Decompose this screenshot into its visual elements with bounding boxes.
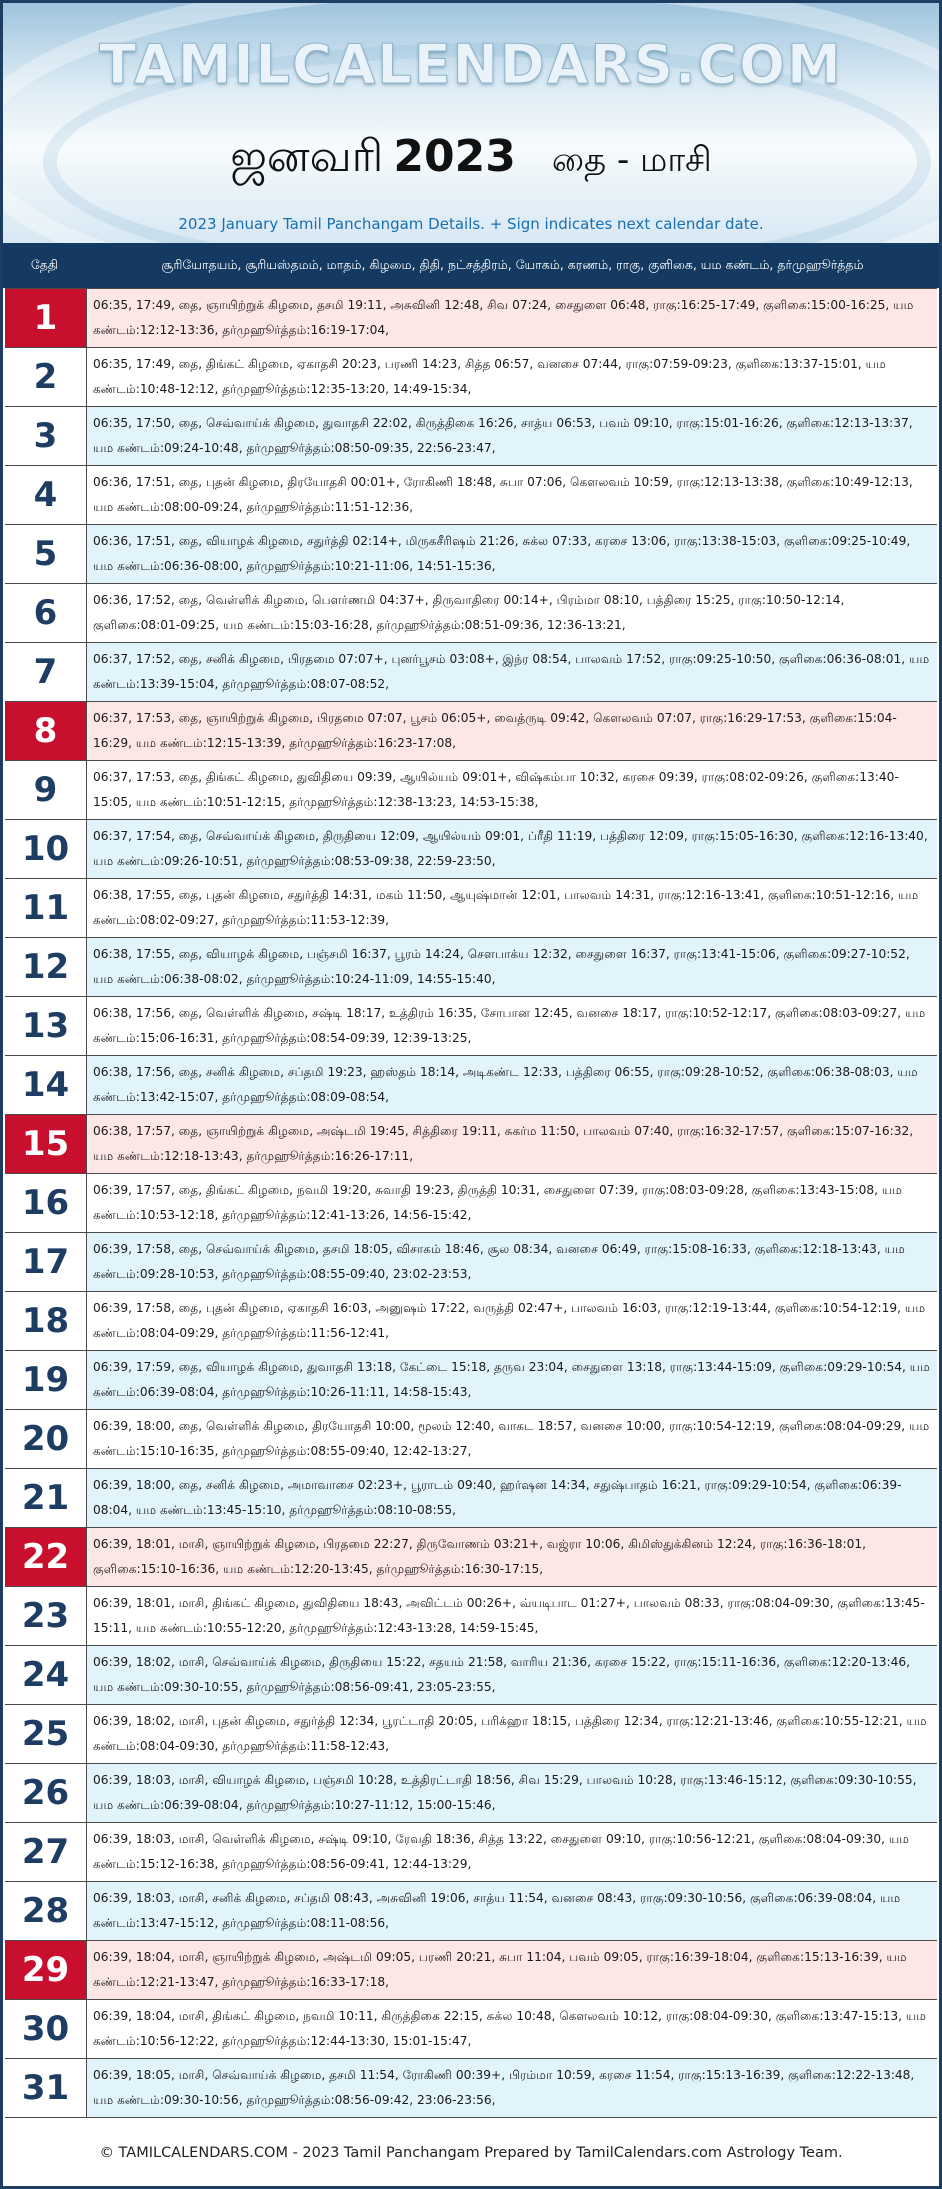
day-details: 06:39, 18:00, தை, சனிக் கிழமை, அமாவாசை 02:23+, பூராடம் 09:40, ஹர்ஷன 14:34, சதுஷ்பாதம் 16:21, ராகு:09:29-10:54, குளிகை:06:39-08:04, யம கண்டம்:13:45-15:10, தர்முஹூர்த்தம்:08:10-08:55,: [87, 1469, 937, 1527]
day-row: [5, 1882, 937, 1941]
tamil-months: தை - மாசி: [551, 140, 712, 180]
day-row: [5, 761, 937, 820]
day-row: [5, 348, 937, 407]
day-row: [5, 1174, 937, 1233]
day-row: [5, 1646, 937, 1705]
day-details: 06:38, 17:55, தை, வியாழக் கிழமை, பஞ்சமி 16:37, பூரம் 14:24, சௌபாக்ய 12:32, சைதுளை 16:37, ராகு:13:41-15:06, குளிகை:09:27-10:52, யம கண்டம்:06:38-08:02, தர்முஹூர்த்தம்:10:24-11:09, 14:55-15:40,: [87, 938, 937, 996]
day-details: 06:37, 17:53, தை, திங்கட் கிழமை, துவிதியை 09:39, ஆயில்யம் 09:01+, விஷ்கம்பா 10:32, கரசை 09:39, ராகு:08:02-09:26, குளிகை:13:40-15:05, யம கண்டம்:10:51-12:15, தர்முஹூர்த்தம்:12:38-13:23, 14:53-15:38,: [87, 761, 937, 819]
day-row: [5, 1410, 937, 1469]
day-number: 27: [5, 1823, 87, 1881]
day-row: [5, 702, 937, 761]
day-details: 06:35, 17:49, தை, ஞாயிற்றுக் கிழமை, தசமி 19:11, அசுவினி 12:48, சிவ 07:24, சைதுளை 06:48, ராகு:16:25-17:49, குளிகை:15:00-16:25, யம கண்டம்:12:12-13:36, தர்முஹூர்த்தம்:16:19-17:04,: [87, 289, 937, 347]
day-details: 06:39, 18:02, மாசி, புதன் கிழமை, சதுர்த்தி 12:34, பூரட்டாதி 20:05, பரிக்ஹா 18:15, பத்திரை 12:34, ராகு:12:21-13:46, குளிகை:10:55-12:21, யம கண்டம்:08:04-09:30, தர்முஹூர்த்தம்:11:58-12:43,: [87, 1705, 937, 1763]
day-row: [5, 407, 937, 466]
day-row: [5, 1823, 937, 1882]
day-number: 4: [5, 466, 87, 524]
day-row: [5, 643, 937, 702]
day-row: [5, 584, 937, 643]
day-details: 06:39, 18:04, மாசி, திங்கட் கிழமை, நவமி 10:11, கிருத்திகை 22:15, சுக்ல 10:48, கௌலவம் 10:12, ராகு:08:04-09:30, குளிகை:13:47-15:13, யம கண்டம்:10:56-12:22, தர்முஹூர்த்தம்:12:44-13:30, 15:01-15:47,: [87, 2000, 937, 2058]
day-row: [5, 1115, 937, 1174]
month-name: ஜனவரி: [230, 131, 384, 182]
day-row: [5, 466, 937, 525]
day-details: 06:37, 17:52, தை, சனிக் கிழமை, பிரதமை 07:07+, புனர்பூசம் 03:08+, இந்ர 08:54, பாலவம் 17:52, ராகு:09:25-10:50, குளிகை:06:36-08:01, யம கண்டம்:13:39-15:04, தர்முஹூர்த்தம்:08:07-08:52,: [87, 643, 937, 701]
day-number: 23: [5, 1587, 87, 1645]
day-details: 06:39, 18:02, மாசி, செவ்வாய்க் கிழமை, திருதியை 15:22, சதயம் 21:58, வாரிய 21:36, கரசை 15:22, ராகு:15:11-16:36, குளிகை:12:20-13:46, யம கண்டம்:09:30-10:55, தர்முஹூர்த்தம்:08:56-09:41, 23:05-23:55,: [87, 1646, 937, 1704]
column-header: [3, 243, 939, 288]
day-number: 18: [5, 1292, 87, 1350]
footer: © TAMILCALENDARS.COM - 2023 Tamil Panchangam Prepared by TamilCalendars.com Astrology Team.: [3, 2120, 939, 2186]
day-number: 12: [5, 938, 87, 996]
day-details: 06:39, 17:58, தை, புதன் கிழமை, ஏகாதசி 16:03, அனுஷம் 17:22, வருத்தி 02:47+, பாலவம் 16:03, ராகு:12:19-13:44, குளிகை:10:54-12:19, யம கண்டம்:08:04-09:29, தர்முஹூர்த்தம்:11:56-12:41,: [87, 1292, 937, 1350]
site-title[interactable]: TAMILCALENDARS.COM: [99, 33, 843, 96]
day-number: 10: [5, 820, 87, 878]
day-number: 31: [5, 2059, 87, 2117]
day-row: [5, 1705, 937, 1764]
day-number: 2: [5, 348, 87, 406]
day-number: 30: [5, 2000, 87, 2058]
day-number: 20: [5, 1410, 87, 1468]
day-number: 3: [5, 407, 87, 465]
day-row: [5, 2059, 937, 2118]
day-details: 06:39, 18:03, மாசி, வியாழக் கிழமை, பஞ்சமி 10:28, உத்திரட்டாதி 18:56, சிவ 15:29, பாலவம் 10:28, ராகு:13:46-15:12, குளிகை:09:30-10:55, யம கண்டம்:06:39-08:04, தர்முஹூர்த்தம்:10:27-11:12, 15:00-15:46,: [87, 1764, 937, 1822]
day-details: 06:35, 17:49, தை, திங்கட் கிழமை, ஏகாதசி 20:23, பரணி 14:23, சித்த 06:57, வனசை 07:44, ராகு:07:59-09:23, குளிகை:13:37-15:01, யம கண்டம்:10:48-12:12, தர்முஹூர்த்தம்:12:35-13:20, 14:49-15:34,: [87, 348, 937, 406]
day-number: 16: [5, 1174, 87, 1232]
day-details: 06:39, 17:58, தை, செவ்வாய்க் கிழமை, தசமி 18:05, விசாகம் 18:46, சூல 08:34, வனசை 06:49, ராகு:15:08-16:33, குளிகை:12:18-13:43, யம கண்டம்:09:28-10:53, தர்முஹூர்த்தம்:08:55-09:40, 23:02-23:53,: [87, 1233, 937, 1291]
day-row: [5, 879, 937, 938]
day-number: 9: [5, 761, 87, 819]
day-details: 06:38, 17:55, தை, புதன் கிழமை, சதுர்த்தி 14:31, மகம் 11:50, ஆயுஷ்மான் 12:01, பாலவம் 14:31, ராகு:12:16-13:41, குளிகை:10:51-12:16, யம கண்டம்:08:02-09:27, தர்முஹூர்த்தம்:11:53-12:39,: [87, 879, 937, 937]
day-row: [5, 938, 937, 997]
day-number: 25: [5, 1705, 87, 1763]
day-number: 19: [5, 1351, 87, 1409]
date-column-header: தேதி: [30, 257, 59, 272]
details-column-header: சூரியோதயம், சூரியஸ்தமம், மாதம், கிழமை, திதி, நட்சத்திரம், யோகம், கரணம், ராகு, குளிகை, யம கண்டம், தர்முஹூர்த்தம்: [161, 257, 864, 272]
day-number: 28: [5, 1882, 87, 1940]
day-row: [5, 1292, 937, 1351]
day-details: 06:39, 17:57, தை, திங்கட் கிழமை, நவமி 19:20, சுவாதி 19:23, திருத்தி 10:31, சைதுளை 07:39, ராகு:08:03-09:28, குளிகை:13:43-15:08, யம கண்டம்:10:53-12:18, தர்முஹூர்த்தம்:12:41-13:26, 14:56-15:42,: [87, 1174, 937, 1232]
day-number: 5: [5, 525, 87, 583]
day-number: 15: [5, 1115, 87, 1173]
day-row: [5, 1233, 937, 1292]
day-row: [5, 1056, 937, 1115]
day-details: 06:39, 18:04, மாசி, ஞாயிற்றுக் கிழமை, அஷ்டமி 09:05, பரணி 20:21, சுபா 11:04, பவம் 09:05, ராகு:16:39-18:04, குளிகை:15:13-16:39, யம கண்டம்:12:21-13:47, தர்முஹூர்த்தம்:16:33-17:18,: [87, 1941, 937, 1999]
day-number: 6: [5, 584, 87, 642]
day-row: [5, 1941, 937, 2000]
day-row: [5, 2000, 937, 2059]
day-number: 11: [5, 879, 87, 937]
day-details: 06:39, 18:03, மாசி, சனிக் கிழமை, சப்தமி 08:43, அசுவினி 19:06, சாத்ய 11:54, வனசை 08:43, ராகு:09:30-10:56, குளிகை:06:39-08:04, யம கண்டம்:13:47-15:12, தர்முஹூர்த்தம்:08:11-08:56,: [87, 1882, 937, 1940]
day-details: 06:39, 18:01, மாசி, ஞாயிற்றுக் கிழமை, பிரதமை 22:27, திருவோணம் 03:21+, வஜ்ரா 10:06, கிமிஸ்துக்கினம் 12:24, ராகு:16:36-18:01, குளிகை:15:10-16:36, யம கண்டம்:12:20-13:45, தர்முஹூர்த்தம்:16:30-17:15,: [87, 1528, 937, 1586]
day-number: 24: [5, 1646, 87, 1704]
day-rows: [5, 288, 937, 2118]
day-number: 21: [5, 1469, 87, 1527]
day-details: 06:38, 17:57, தை, ஞாயிற்றுக் கிழமை, அஷ்டமி 19:45, சித்திரை 19:11, சுகர்ம 11:50, பாலவம் 07:40, ராகு:16:32-17:57, குளிகை:15:07-16:32, யம கண்டம்:12:18-13:43, தர்முஹூர்த்தம்:16:26-17:11,: [87, 1115, 937, 1173]
day-row: [5, 288, 937, 348]
day-details: 06:37, 17:54, தை, செவ்வாய்க் கிழமை, திருதியை 12:09, ஆயில்யம் 09:01, ப்ரீதி 11:19, பத்திரை 12:09, ராகு:15:05-16:30, குளிகை:12:16-13:40, யம கண்டம்:09:26-10:51, தர்முஹூர்த்தம்:08:53-09:38, 22:59-23:50,: [87, 820, 937, 878]
day-details: 06:39, 18:00, தை, வெள்ளிக் கிழமை, திரயோதசி 10:00, மூலம் 12:40, வாகட 18:57, வனசை 10:00, ராகு:10:54-12:19, குளிகை:08:04-09:29, யம கண்டம்:15:10-16:35, தர்முஹூர்த்தம்:08:55-09:40, 12:42-13:27,: [87, 1410, 937, 1468]
day-details: 06:37, 17:53, தை, ஞாயிற்றுக் கிழமை, பிரதமை 07:07, பூசம் 06:05+, வைத்ருடி 09:42, கௌலவம் 07:07, ராகு:16:29-17:53, குளிகை:15:04-16:29, யம கண்டம்:12:15-13:39, தர்முஹூர்த்தம்:16:23-17:08,: [87, 702, 937, 760]
day-details: 06:38, 17:56, தை, வெள்ளிக் கிழமை, சஷ்டி 18:17, உத்திரம் 16:35, சோபான 12:45, வனசை 18:17, ராகு:10:52-12:17, குளிகை:08:03-09:27, யம கண்டம்:15:06-16:31, தர்முஹூர்த்தம்:08:54-09:39, 12:39-13:25,: [87, 997, 937, 1055]
day-row: [5, 1469, 937, 1528]
day-number: 7: [5, 643, 87, 701]
day-number: 29: [5, 1941, 87, 1999]
day-details: 06:39, 18:05, மாசி, செவ்வாய்க் கிழமை, தசமி 11:54, ரோகிணி 00:39+, பிரம்மா 10:59, கரசை 11:54, ராகு:15:13-16:39, குளிகை:12:22-13:48, யம கண்டம்:09:30-10:56, தர்முஹூர்த்தம்:08:56-09:42, 23:06-23:56,: [87, 2059, 937, 2117]
day-row: [5, 997, 937, 1056]
day-row: [5, 1587, 937, 1646]
day-details: 06:39, 17:59, தை, வியாழக் கிழமை, துவாதசி 13:18, கேட்டை 15:18, தருவ 23:04, சைதுளை 13:18, ராகு:13:44-15:09, குளிகை:09:29-10:54, யம கண்டம்:06:39-08:04, தர்முஹூர்த்தம்:10:26-11:11, 14:58-15:43,: [87, 1351, 937, 1409]
day-details: 06:38, 17:56, தை, சனிக் கிழமை, சப்தமி 19:23, ஹஸ்தம் 18:14, அடிகண்ட 12:33, பத்திரை 06:55, ராகு:09:28-10:52, குளிகை:06:38-08:03, யம கண்டம்:13:42-15:07, தர்முஹூர்த்தம்:08:09-08:54,: [87, 1056, 937, 1114]
day-row: [5, 1764, 937, 1823]
subtitle: 2023 January Tamil Panchangam Details. + Sign indicates next calendar date.: [178, 215, 764, 233]
day-row: [5, 1528, 937, 1587]
month-title: [3, 131, 939, 188]
day-number: 22: [5, 1528, 87, 1586]
day-number: 1: [5, 289, 87, 347]
year: 2023: [393, 131, 516, 182]
day-details: 06:39, 18:03, மாசி, வெள்ளிக் கிழமை, சஷ்டி 09:10, ரேவதி 18:36, சித்த 13:22, சைதுளை 09:10, ராகு:10:56-12:21, குளிகை:08:04-09:30, யம கண்டம்:15:12-16:38, தர்முஹூர்த்தம்:08:56-09:41, 12:44-13:29,: [87, 1823, 937, 1881]
day-details: 06:35, 17:50, தை, செவ்வாய்க் கிழமை, துவாதசி 22:02, கிருத்திகை 16:26, சாத்ய 06:53, பவம் 09:10, ராகு:15:01-16:26, குளிகை:12:13-13:37, யம கண்டம்:09:24-10:48, தர்முஹூர்த்தம்:08:50-09:35, 22:56-23:47,: [87, 407, 937, 465]
day-row: [5, 525, 937, 584]
day-number: 13: [5, 997, 87, 1055]
day-number: 26: [5, 1764, 87, 1822]
day-number: 8: [5, 702, 87, 760]
day-number: 17: [5, 1233, 87, 1291]
header-banner: [3, 3, 939, 243]
day-row: [5, 1351, 937, 1410]
day-row: [5, 820, 937, 879]
day-details: 06:39, 18:01, மாசி, திங்கட் கிழமை, துவிதியை 18:43, அவிட்டம் 00:26+, வ்யடிபாட 01:27+, பாலவம் 08:33, ராகு:08:04-09:30, குளிகை:13:45-15:11, யம கண்டம்:10:55-12:20, தர்முஹூர்த்தம்:12:43-13:28, 14:59-15:45,: [87, 1587, 937, 1645]
day-details: 06:36, 17:51, தை, புதன் கிழமை, திரயோதசி 00:01+, ரோகிணி 18:48, சுபா 07:06, கௌலவம் 10:59, ராகு:12:13-13:38, குளிகை:10:49-12:13, யம கண்டம்:08:00-09:24, தர்முஹூர்த்தம்:11:51-12:36,: [87, 466, 937, 524]
day-details: 06:36, 17:52, தை, வெள்ளிக் கிழமை, பௌர்ணமி 04:37+, திருவாதிரை 00:14+, பிரம்மா 08:10, பத்திரை 15:25, ராகு:10:50-12:14, குளிகை:08:01-09:25, யம கண்டம்:15:03-16:28, தர்முஹூர்த்தம்:08:51-09:36, 12:36-13:21,: [87, 584, 937, 642]
day-number: 14: [5, 1056, 87, 1114]
day-details: 06:36, 17:51, தை, வியாழக் கிழமை, சதுர்த்தி 02:14+, மிருகசீரிஷம் 21:26, சுக்ல 07:33, கரசை 13:06, ராகு:13:38-15:03, குளிகை:09:25-10:49, யம கண்டம்:06:36-08:00, தர்முஹூர்த்தம்:10:21-11:06, 14:51-15:36,: [87, 525, 937, 583]
